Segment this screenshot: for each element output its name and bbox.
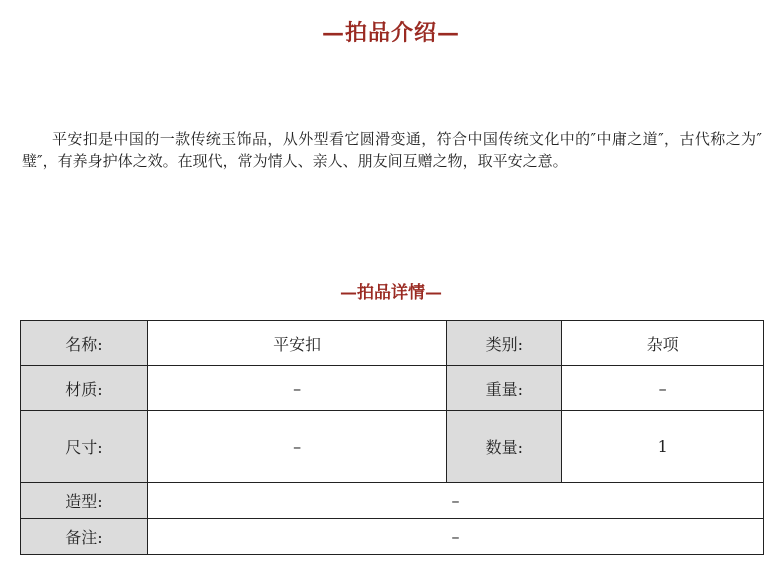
intro-paragraph: 平安扣是中国的一款传统玉饰品，从外型看它圆滑变通，符合中国传统文化中的″中庸之道″，古代称之为″璧″，有养身护体之效。在现代，常为情人、亲人、朋友间互赠之物，取平安之意。 [22,130,762,170]
table-row [21,366,764,411]
remarks-value: – [148,519,764,555]
remarks-label: 备注: [21,519,148,555]
size-value: – [148,411,447,483]
quantity-label: 数量: [447,411,562,483]
name-value: 平安扣 [148,321,447,366]
table-row [21,519,764,555]
details-table [20,320,764,555]
shape-label: 造型: [21,483,148,519]
category-label: 类别: [447,321,562,366]
material-label: 材质: [21,366,148,411]
category-value: 杂项 [562,321,764,366]
table-row [21,321,764,366]
quantity-value: 1 [562,411,764,483]
details-title: —拍品详情— [340,283,442,303]
shape-value: – [148,483,764,519]
table-row [21,483,764,519]
table-row [21,411,764,483]
name-label: 名称: [21,321,148,366]
weight-label: 重量: [447,366,562,411]
weight-value: – [562,366,764,411]
size-label: 尺寸: [21,411,148,483]
material-value: – [148,366,447,411]
page-title: —拍品介绍— [321,20,460,46]
